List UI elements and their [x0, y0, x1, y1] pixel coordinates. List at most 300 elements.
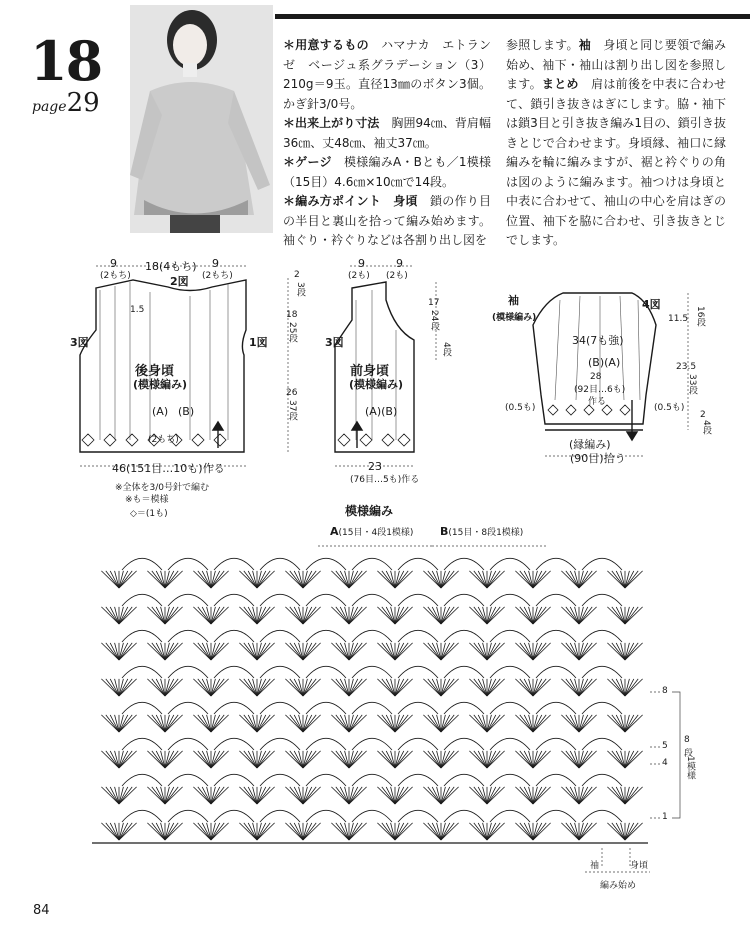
front-width-1: 9	[358, 257, 365, 270]
stitch-fan	[211, 607, 229, 624]
chain-arc	[168, 738, 208, 750]
stitch-fan	[349, 787, 367, 804]
stitch-fan	[165, 715, 183, 732]
sleeve-length: 23.5	[676, 362, 697, 372]
stitch-fan	[349, 751, 367, 768]
stitch-fan	[257, 751, 275, 768]
stitch-fan	[101, 571, 119, 588]
stitch-fan	[202, 643, 211, 660]
stitch-fan	[331, 643, 349, 660]
stitch-fan	[487, 751, 505, 768]
front-width-stitches: (76目…5も)作る	[350, 475, 420, 485]
chain-arc	[582, 774, 622, 786]
chain-arc	[214, 774, 254, 786]
front-width-2-pattern: (2も)	[386, 271, 408, 281]
stitch-fan	[441, 787, 450, 804]
stitch-fan	[119, 571, 128, 588]
chain-arc	[260, 666, 300, 678]
stitch-fan	[101, 823, 119, 840]
chain-arc	[122, 666, 162, 678]
stitch-fan	[524, 607, 533, 624]
stitch-fan	[156, 679, 165, 696]
chain-arc	[582, 630, 622, 642]
stitch-fan	[147, 643, 165, 660]
stitch-fan	[478, 751, 487, 768]
stitch-fan	[285, 751, 303, 768]
stitch-fan	[257, 643, 266, 660]
stitch-fan	[533, 679, 551, 696]
pattern-b-spec: (15目・8段1模様)	[448, 528, 524, 538]
chain-arc	[352, 558, 392, 570]
stitch-fan	[248, 751, 257, 768]
stitch-fan	[524, 823, 533, 840]
stitch-fan	[487, 679, 505, 696]
chain-arc	[398, 738, 438, 750]
stitch-fan	[478, 571, 487, 588]
stitch-fan	[147, 571, 165, 588]
stitch-fan	[469, 643, 487, 660]
stitch-fan	[211, 679, 220, 696]
stitch-fan	[202, 715, 211, 732]
stitch-fan	[441, 751, 459, 768]
chain-arc	[122, 594, 162, 606]
stitch-fan	[377, 643, 395, 660]
chain-arc	[398, 630, 438, 642]
stitch-fan	[423, 679, 441, 696]
sleeve-edging: (縁編み)	[569, 438, 611, 451]
stitch-fan	[257, 571, 275, 588]
stitch-fan	[432, 787, 441, 804]
stitch-fan	[294, 715, 303, 732]
chain-arc	[536, 594, 576, 606]
stitch-fan	[625, 643, 634, 660]
chain-arc	[168, 666, 208, 678]
sleeve-title: 袖	[508, 294, 519, 307]
stitch-fan	[515, 787, 533, 804]
chain-arc	[536, 810, 576, 822]
stitch-fan	[193, 679, 211, 696]
back-pattern-a: (A)	[152, 405, 169, 418]
stitch-fan	[607, 607, 625, 624]
stitch-fan	[616, 787, 625, 804]
chain-arc	[168, 774, 208, 786]
stitch-fan	[257, 787, 266, 804]
stitch-fan	[625, 787, 643, 804]
stitch-fan	[441, 679, 459, 696]
stitch-fan	[533, 787, 542, 804]
stitch-fan	[579, 715, 597, 732]
stitch-fan	[257, 751, 266, 768]
stitch-fan	[386, 751, 395, 768]
front-pattern-ab: (A)(B)	[365, 405, 398, 418]
chain-arc	[398, 666, 438, 678]
chain-arc	[490, 558, 530, 570]
stitch-fan	[248, 571, 257, 588]
stitch-fan	[285, 787, 303, 804]
stitch-fan	[441, 643, 450, 660]
stitch-fan	[340, 751, 349, 768]
stitch-fan	[239, 751, 257, 768]
stitch-fan	[395, 643, 413, 660]
chain-arc	[306, 558, 346, 570]
chain-arc	[306, 738, 346, 750]
stitch-fan	[211, 787, 220, 804]
stitch-fan	[386, 823, 395, 840]
stitch-fan	[441, 643, 459, 660]
stitch-fan	[469, 679, 487, 696]
stitch-fan	[349, 571, 367, 588]
stitch-fan	[441, 571, 459, 588]
stitch-fan	[303, 787, 312, 804]
stitch-fan	[607, 643, 625, 660]
stitch-fan	[478, 823, 487, 840]
chain-arc	[490, 594, 530, 606]
pattern-a-label: A	[330, 525, 339, 538]
stitch-fan	[211, 823, 220, 840]
stitch-fan	[119, 643, 128, 660]
chain-arc	[352, 774, 392, 786]
stitch-fan	[533, 643, 551, 660]
stitch-fan	[165, 607, 174, 624]
stitch-fan	[625, 823, 643, 840]
chain-arc	[214, 630, 254, 642]
stitch-fan	[469, 823, 487, 840]
stitch-fan	[561, 643, 579, 660]
sleeve-figure-4: 4図	[642, 298, 661, 311]
stitch-fan	[349, 679, 358, 696]
back-figure-1: 1図	[249, 336, 268, 349]
chain-arc	[168, 630, 208, 642]
stitch-fan	[625, 679, 634, 696]
stitch-fan	[515, 679, 533, 696]
note-needle: ※全体を3/0号針で編む	[115, 483, 210, 493]
stitch-fan	[257, 607, 266, 624]
stitch-fan	[257, 607, 275, 624]
stitch-fan	[239, 607, 257, 624]
stitch-fan	[202, 607, 211, 624]
pattern-number: 18	[30, 29, 102, 93]
repeat-rows-unit: 段	[684, 749, 694, 759]
row-8: 8	[662, 686, 668, 696]
stitch-fan	[423, 607, 441, 624]
stitch-fan	[303, 643, 321, 660]
sleeve-top-width: 34(7も強)	[572, 334, 624, 347]
chain-arc	[168, 594, 208, 606]
stitch-fan	[487, 643, 505, 660]
stitch-fan	[561, 751, 579, 768]
back-center-pattern: (2もち)	[148, 435, 179, 445]
stitch-fan	[478, 643, 487, 660]
stitch-fan	[303, 823, 321, 840]
stitch-fan	[469, 787, 487, 804]
stitch-fan	[110, 715, 119, 732]
back-neck-decrease: 1.5	[130, 305, 145, 315]
chain-arc	[352, 738, 392, 750]
stitch-fan	[423, 823, 441, 840]
stitch-fan	[331, 607, 349, 624]
stitch-fan	[579, 679, 588, 696]
stitch-fan	[211, 643, 220, 660]
stitch-fan	[110, 607, 119, 624]
chain-arc	[306, 702, 346, 714]
stitch-fan	[211, 643, 229, 660]
stitch-fan	[487, 715, 496, 732]
stitch-fan	[119, 607, 137, 624]
stitch-fan	[579, 643, 597, 660]
pattern-a-spec: (15目・4段1模様)	[338, 528, 414, 538]
sleeve-subtitle: (模様編み)	[492, 313, 537, 323]
back-body-subtitle: (模様編み)	[133, 378, 188, 391]
stitch-fan	[119, 823, 128, 840]
stitch-fan	[616, 715, 625, 732]
stitch-fan	[579, 715, 588, 732]
chain-arc	[122, 702, 162, 714]
chain-arc	[536, 774, 576, 786]
sleeve-width: 28	[590, 372, 602, 382]
stitch-fan	[285, 607, 303, 624]
stitch-fan	[533, 751, 551, 768]
stitch-fan	[625, 715, 634, 732]
stitch-fan	[147, 823, 165, 840]
chain-arc	[490, 774, 530, 786]
stitch-fan	[119, 571, 137, 588]
stitch-fan	[533, 823, 542, 840]
chain-arc	[168, 810, 208, 822]
row-1: 1	[662, 812, 668, 822]
stitch-fan	[579, 787, 588, 804]
front-neck-drop: 4段	[441, 342, 451, 357]
chain-arc	[260, 774, 300, 786]
stitch-fan	[165, 679, 174, 696]
stitch-fan	[441, 823, 459, 840]
chain-arc	[214, 702, 254, 714]
stitch-fan	[487, 715, 505, 732]
stitch-fan	[340, 823, 349, 840]
stitch-fan	[156, 823, 165, 840]
stitch-fan	[239, 787, 257, 804]
stitch-fan	[119, 751, 128, 768]
stitch-fan	[294, 607, 303, 624]
stitch-fan	[515, 823, 533, 840]
stitch-fan	[524, 679, 533, 696]
stitch-fan	[515, 643, 533, 660]
instructions-column-2: 参照します。袖 身頃と同じ要領で編み始め、袖下・袖山は割り出し図を参照します。まとめ 肩は前後を中表に合わせて、鎖引き抜きはぎにします。脇・袖下は鎖3目と引き抜き編み1目の、鎖引き抜きとじで合わせます。身頃縁、袖口に縁編みを輪に編みますが、裾と衿ぐりの角は図のように編みます。袖つけは身頃と中表に合わせて、袖山の中心を肩はぎの位置、袖下を脇に合わせ、引き抜きとじでします。	[506, 38, 726, 247]
stitch-fan	[533, 571, 542, 588]
back-figure-3: 3図	[70, 336, 89, 349]
chain-arc	[536, 666, 576, 678]
chain-arc	[352, 666, 392, 678]
stitch-fan	[165, 571, 183, 588]
stitch-fan	[211, 715, 229, 732]
stitch-fan	[478, 715, 487, 732]
chain-arc	[214, 738, 254, 750]
stitch-fan	[478, 607, 487, 624]
chain-arc	[582, 666, 622, 678]
stitch-fan	[119, 823, 137, 840]
stitch-fan	[487, 679, 496, 696]
stitch-fan	[165, 715, 174, 732]
stitch-fan	[441, 715, 459, 732]
stitch-fan	[294, 751, 303, 768]
stitch-fan	[303, 823, 312, 840]
stitch-fan	[377, 571, 395, 588]
chain-arc	[582, 594, 622, 606]
stitch-fan	[165, 787, 183, 804]
stitch-fan	[340, 715, 349, 732]
stitch-fan	[303, 607, 312, 624]
stitch-fan	[570, 823, 579, 840]
chain-arc	[214, 594, 254, 606]
stitch-fan	[579, 571, 597, 588]
stitch-fan	[625, 571, 643, 588]
stitch-fan	[294, 679, 303, 696]
chain-arc	[352, 594, 392, 606]
stitch-fan	[524, 715, 533, 732]
stitch-fan	[533, 679, 542, 696]
front-neck-rows: 24段	[429, 310, 439, 331]
stitch-fan	[533, 715, 551, 732]
stitch-fan	[165, 751, 174, 768]
stitch-fan	[239, 679, 257, 696]
stitch-fan	[110, 823, 119, 840]
back-body-title: 後身頃	[135, 364, 175, 379]
stitch-fan	[625, 751, 643, 768]
stitch-fan	[331, 787, 349, 804]
stitch-fan	[156, 607, 165, 624]
stitch-fan	[469, 571, 487, 588]
stitch-fan	[386, 643, 395, 660]
stitch-fan	[432, 679, 441, 696]
stitch-fan	[524, 787, 533, 804]
sleeve-cap-height: 11.5	[668, 314, 689, 324]
stitch-fan	[395, 571, 413, 588]
note-pattern: ※も＝模様	[125, 495, 169, 505]
stitch-fan	[441, 679, 450, 696]
stitch-fan	[515, 571, 533, 588]
stitch-fan	[441, 787, 459, 804]
stitch-fan	[285, 679, 303, 696]
stitch-fan	[165, 751, 183, 768]
stitch-fan	[423, 787, 441, 804]
sleeve-edge-rows: 4段	[701, 420, 711, 435]
stitch-fan	[349, 679, 367, 696]
stitch-fan	[285, 571, 303, 588]
chain-arc	[306, 666, 346, 678]
chain-arc	[582, 558, 622, 570]
chain-arc	[582, 738, 622, 750]
stitch-fan	[248, 823, 257, 840]
stitch-fan	[441, 607, 459, 624]
stitch-fan	[377, 787, 395, 804]
stitch-fan	[165, 787, 174, 804]
back-height-low-rows: 37段	[287, 400, 297, 421]
stitch-fan	[579, 679, 597, 696]
stitch-fan	[579, 823, 588, 840]
stitch-fan	[349, 715, 367, 732]
row-4: 4	[662, 758, 668, 768]
back-figure-2: 2図	[170, 275, 189, 288]
stitch-fan	[101, 643, 119, 660]
stitch-fan	[561, 607, 579, 624]
stitch-fan	[119, 715, 137, 732]
stitch-fan	[625, 787, 634, 804]
stitch-fan	[469, 715, 487, 732]
chain-arc	[444, 630, 484, 642]
stitch-fan	[423, 643, 441, 660]
chain-arc	[536, 702, 576, 714]
stitch-fan	[248, 679, 257, 696]
stitch-fan	[349, 571, 358, 588]
chain-arc	[122, 630, 162, 642]
chain-arc	[536, 630, 576, 642]
stitch-fan	[119, 751, 137, 768]
stitch-fan	[110, 571, 119, 588]
stitch-fan	[487, 787, 496, 804]
stitch-fan	[524, 643, 533, 660]
stitch-fan	[395, 787, 404, 804]
stitch-fan	[349, 643, 358, 660]
stitch-fan	[515, 751, 533, 768]
stitch-fan	[303, 679, 321, 696]
back-shoulder-width-left: 9	[110, 257, 117, 270]
stitch-fan	[211, 823, 229, 840]
sleeve-pickup: (90目)拾う	[570, 452, 626, 465]
stitch-fan	[533, 715, 542, 732]
stitch-fan	[110, 751, 119, 768]
stitch-fan	[432, 607, 441, 624]
stitch-fan	[377, 679, 395, 696]
back-width: 46(151目…10も)作る	[112, 462, 225, 475]
stitch-fan	[156, 787, 165, 804]
stitch-fan	[570, 571, 579, 588]
back-shoulder-width-right: 9	[212, 257, 219, 270]
front-body-subtitle: (模様編み)	[349, 378, 404, 391]
stitch-fan	[211, 679, 229, 696]
stitch-fan	[101, 679, 119, 696]
back-height-mid: 18	[286, 310, 298, 320]
stitch-fan	[257, 787, 275, 804]
stitch-fan	[349, 787, 358, 804]
stitch-fan	[625, 751, 634, 768]
pattern-title: 模様編み	[345, 504, 394, 518]
stitch-fan	[570, 787, 579, 804]
stitch-fan	[156, 571, 165, 588]
back-pattern-b: (B)	[178, 405, 195, 418]
front-body-title: 前身頃	[350, 364, 390, 379]
stitch-fan	[257, 571, 266, 588]
stitch-fan	[579, 751, 597, 768]
stitch-fan	[211, 787, 229, 804]
stitch-fan	[294, 823, 303, 840]
stitch-fan	[257, 715, 275, 732]
stitch-fan	[147, 607, 165, 624]
stitch-fan	[165, 643, 183, 660]
stitch-fan	[441, 571, 450, 588]
stitch-fan	[386, 787, 395, 804]
stitch-fan	[533, 607, 551, 624]
stitch-chart	[101, 558, 642, 840]
note-diamond: ◇＝(1も)	[130, 509, 168, 519]
stitch-fan	[303, 715, 312, 732]
sleeve-pattern-ba: (B)(A)	[588, 356, 621, 369]
stitch-fan	[331, 823, 349, 840]
chain-arc	[306, 810, 346, 822]
back-height-top-rows: 3段	[295, 282, 305, 297]
stitch-fan	[561, 823, 579, 840]
stitch-fan	[579, 607, 597, 624]
stitch-fan	[487, 607, 505, 624]
chain-arc	[444, 666, 484, 678]
